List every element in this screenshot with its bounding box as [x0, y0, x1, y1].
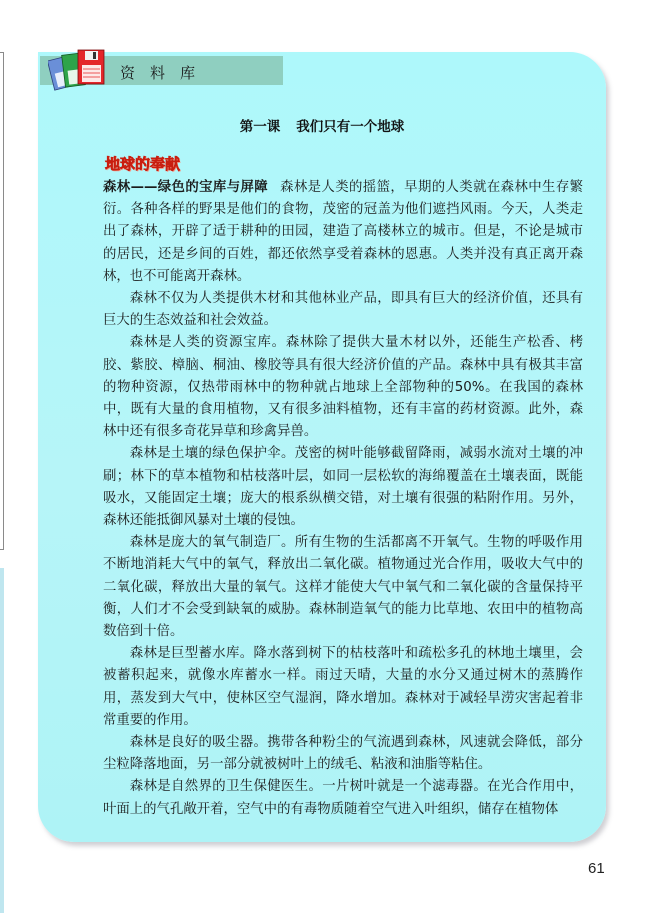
article-body	[103, 177, 583, 821]
header-title: 资料库	[120, 64, 211, 82]
paragraph: 森林是自然界的卫生保健医生。一片树叶就是一个滤毒器。在光合作用中，叶面上的气孔敞开着，空气中的有毒物质随着空气进入叶组织，储存在植物体	[103, 779, 583, 817]
lesson-number: 第一课	[239, 119, 281, 135]
page-number: 61	[588, 860, 605, 877]
paragraph: 森林是巨型蓄水库。降水落到树下的枯枝落叶和疏松多孔的林地土壤里，会被蓄积起来，就像水库蓄水一样。雨过天晴，大量的水分又通过树木的蒸腾作用，蒸发到大气中，使林区空气湿润，降水增加。森林对于减轻旱涝灾害起着非常重要的作用。	[103, 646, 583, 728]
paragraph: 森林是庞大的氧气制造厂。所有生物的生活都离不开氧气。生物的呼吸作用不断地消耗大气中的氧气，释放出二氧化碳。植物通过光合作用，吸收大气中的二氧化碳，释放出大量的氧气。这样才能使大气中氧气和二氧化碳的含量保持平衡，人们才不会受到缺氧的威胁。森林制造氧气的能力比草地、农田中的植物高数倍到十倍。	[103, 535, 583, 640]
paragraph: 森林不仅为人类提供木材和其他林业产品，即具有巨大的经济价值，还具有巨大的生态效益和社会效益。	[103, 291, 583, 329]
paragraph-lead: 森林——绿色的宝库与屏障	[103, 180, 269, 195]
lesson-name: 我们只有一个地球	[296, 119, 405, 135]
adjacent-page-border	[0, 52, 4, 550]
adjacent-page-strip	[0, 568, 4, 913]
info-card	[38, 52, 606, 842]
floppy-disks-icon	[48, 48, 106, 92]
paragraph: 森林是土壤的绿色保护伞。茂密的树叶能够截留降雨，减弱水流对土壤的冲刷；林下的草本植物和枯枝落叶层，如同一层松软的海绵覆盖在土壤表面，既能吸水，又能固定土壤；庞大的根系纵横交错，对土壤有很强的粘附作用。另外，森林还能抵御风暴对土壤的侵蚀。	[103, 446, 583, 529]
paragraph: 森林是良好的吸尘器。携带各种粉尘的气流遇到森林，风速就会降低，部分尘粒降落地面，另一部分就被树叶上的绒毛、粘液和油脂等粘住。	[103, 735, 583, 773]
lesson-title	[38, 115, 606, 135]
paragraph: 森林是人类的资源宝库。森林除了提供大量木材以外，还能生产松香、栲胶、紫胶、樟脑、桐油、橡胶等具有很大经济价值的产品。森林中具有极其丰富的物种资源，仅热带雨林中的物种就占地球上全部物种的50%。在我国的森林中，既有大量的食用植物，又有很多油料植物，还有丰富的药材资源。此外，森林中还有很多奇花异草和珍禽异兽。	[103, 335, 583, 440]
paragraph: 森林——绿色的宝库与屏障 森林是人类的摇篮，早期的人类就在森林中生存繁衍。各种各样的野果是他们的食物，茂密的冠盖为他们遮挡风雨。今天，人类走出了森林，开辟了适于耕种的田园，建造了高楼林立的城市。但是，不论是城市的居民，还是乡间的百姓，都还依然享受着森林的恩惠。人类并没有真正离开森林，也不可能离开森林。	[103, 180, 584, 284]
section-title: 地球的奉献	[105, 155, 181, 173]
